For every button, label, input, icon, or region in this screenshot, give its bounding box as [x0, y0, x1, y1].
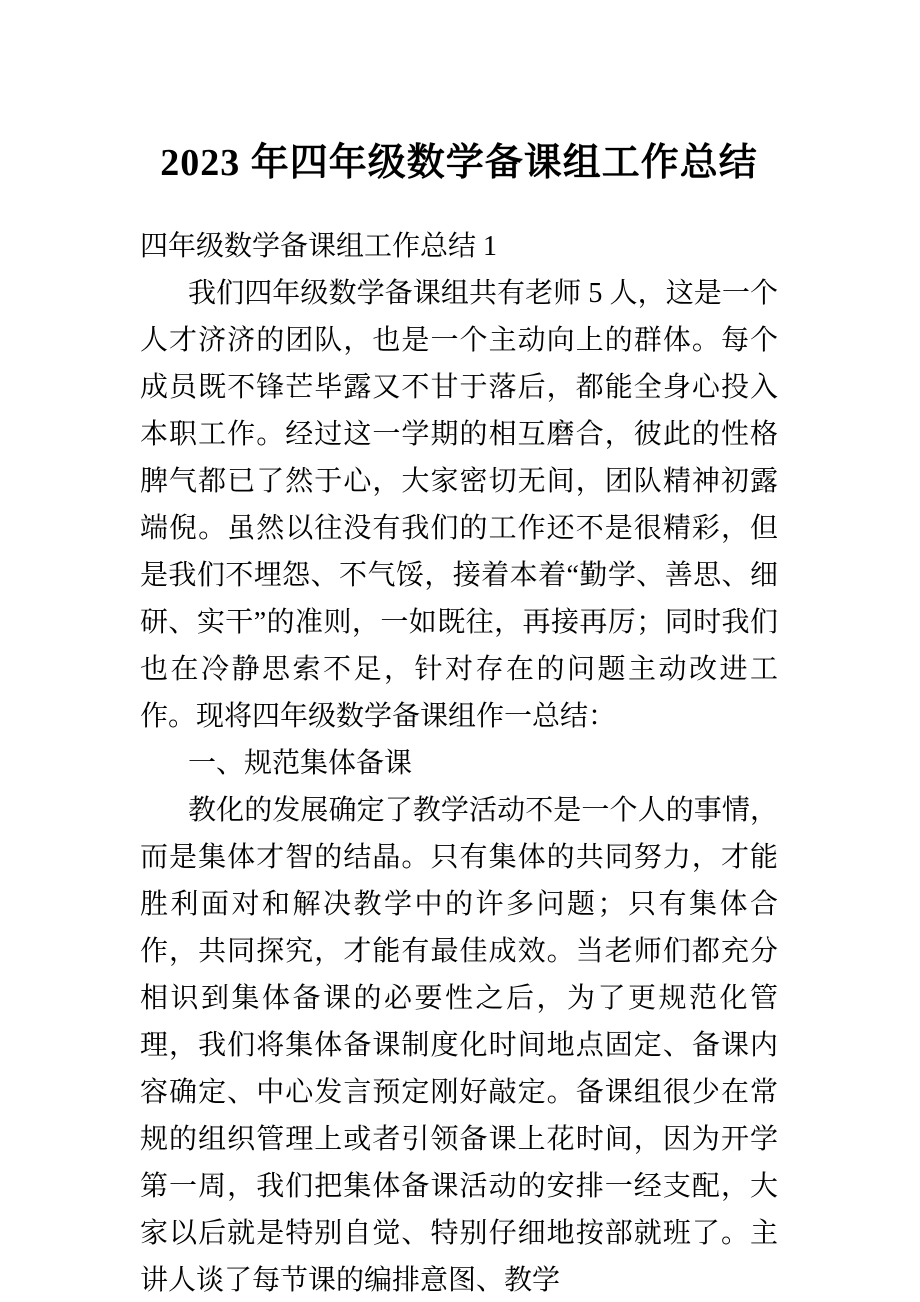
section-heading: 一、规范集体备课	[188, 748, 413, 779]
document-title: 2023 年四年级数学备课组工作总结	[160, 142, 758, 184]
paragraph: 我们四年级数学备课组共有老师 5 人，这是一个人才济济的团队，也是一个主动向上的群体。每个成员既不锋芒毕露又不甘于落后，都能全身心投入本职工作。经过这一学期的相互磨合，彼此的性格脾气都已了然于心，大家密切无间，团队精神初露端倪。虽然以往没有我们的工作还不是很精彩，但是我们不埋怨、不气馁，接着本着“勤学、善思、细研、实干”的准则，一如既往，再接再厉；同时我们也在冷静思索不足，针对存在的问题主动改进工作。现将四年级数学备课组作一总结：	[140, 278, 778, 732]
document-body	[140, 223, 778, 1302]
paragraph: 教化的发展确定了教学活动不是一个人的事情，而是集体才智的结晶。只有集体的共同努力，才能胜利面对和解决教学中的许多问题；只有集体合作，共同探究，才能有最佳成效。当老师们都充分相识到集体备课的必要性之后，为了更规范化管理，我们将集体备课制度化时间地点固定、备课内容确定、中心发言预定刚好敲定。备课组很少在常规的组织管理上或者引领备课上花时间，因为开学第一周，我们把集体备课活动的安排一经支配，大家以后就是特别自觉、特别仔细地按部就班了。主讲人谈了每节课的编排意图、教学	[140, 795, 778, 1296]
document-subtitle: 四年级数学备课组工作总结 1	[140, 231, 498, 262]
